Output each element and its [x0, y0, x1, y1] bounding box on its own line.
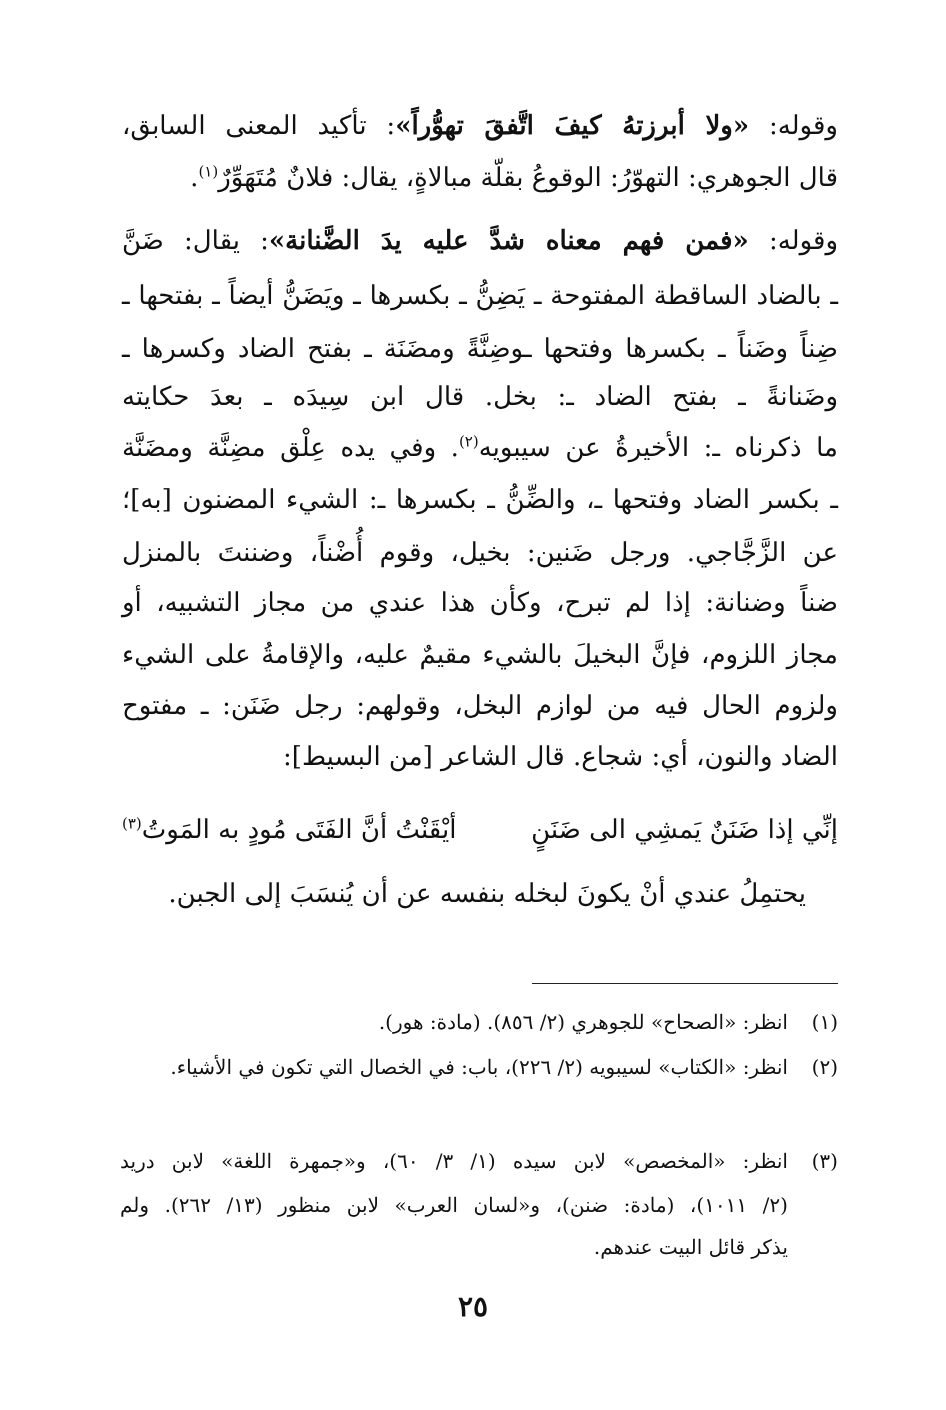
body-line-12: ولزوم الحال فيه من لوازم البخل، وقولهم: رجل ضَنَن: ـ مفتوح [122, 691, 838, 721]
footnote-3-line-3: يذكر قائل البيت عندهم. [593, 1235, 788, 1259]
bold-quote: «ولا أبرزتهُ كيفَ اتَّفقَ تهوُّراً» [395, 111, 750, 141]
body-text-span: . [190, 163, 199, 193]
footnote-divider [532, 983, 838, 984]
footnote-number: (٣) [811, 1149, 838, 1173]
verse-first-hemistich: إنِّي إذا ضَنَنٌ يَمشِي الى ضَنَنٍ [531, 815, 838, 845]
body-text-span: : يقال: ضَنَّ [122, 226, 269, 256]
page-number: ٢٥ [457, 1290, 489, 1323]
body-line-13: الضاد والنون، أي: شجاع. قال الشاعر [من البسيط]: [283, 742, 838, 772]
body-line-5: ضِناً وضَناً ـ بكسرها وفتحها ـوضِنَّةً ومضَنَة ـ بفتح الضاد وكسرها ـ [122, 334, 838, 364]
footnote-text: انظر: «الصحاح» للجوهري (٢/ ٨٥٦). (مادة: هور). [378, 1010, 788, 1034]
footnote-text: انظر: «المخصص» لابن سيده (١/ ٣/ ٦٠)، و«جمهرة اللغة» لابن دريد [120, 1149, 788, 1173]
footnote-text: انظر: «الكتاب» لسيبويه (٢/ ٢٢٦)، باب: في الخصال التي تكون في الأشياء. [170, 1055, 788, 1079]
verse-second-hemistich [122, 815, 456, 845]
body-line-2 [122, 162, 838, 193]
footnote-3-line-1 [120, 1151, 838, 1171]
verse-text: أيْقَنْتُ أنَّ الفَتَى مُودٍ به المَوتُ [141, 815, 457, 845]
body-line-3 [122, 228, 838, 254]
footnote-marker: (٢) [458, 432, 479, 451]
body-text-span: وقوله: [748, 226, 838, 256]
footnote-marker: (٣) [122, 814, 142, 833]
footnote-2 [120, 1057, 838, 1077]
body-text-span: ما ذكرناه ـ: الأخيرةُ عن سيبويه [478, 433, 838, 463]
body-line-after-verse: يحتمِلُ عندي أنْ يكونَ لبخله بنفسه عن أن يُنسَبَ إلى الجبن. [168, 879, 806, 909]
footnote-1 [120, 1012, 838, 1032]
footnote-number: (١) [811, 1010, 838, 1034]
body-line-9: عن الزَّجَّاجي. ورجل ضَنين: بخيل، وقوم أُضْناً، وضننتَ بالمنزل [122, 538, 838, 568]
body-line-11: مجاز اللزوم، فإنَّ البخيلَ بالشيء مقيمٌ عليه، والإقامةُ على الشيء [122, 640, 838, 670]
footnote-number: (٢) [811, 1055, 838, 1079]
poetry-verse [122, 815, 838, 855]
bold-quote: «فمن فهم معناه شدَّ عليه يدَ الضَّنانة» [268, 226, 749, 256]
body-line-10: ضناً وضنانة: إذا لم تبرح، وكأن هذا عندي من مجاز التشبيه، أو [122, 588, 838, 618]
body-text-span: وقوله: [749, 111, 838, 141]
body-line-1 [122, 113, 838, 139]
body-text-span: . وفي يده عِلْق مضِنَّة ومضَنَّة [122, 433, 459, 463]
body-line-8: ـ بكسر الضاد وفتحها ـ، والضِّنُّ ـ بكسرها ـ: الشيء المضنون [به]؛ [122, 485, 838, 515]
body-text-span: قال الجوهري: التهوّرُ: الوقوعُ بقلّة مبالاةٍ، يقال: فلانٌ مُتَهَوِّرٌ [218, 163, 838, 193]
footnote-marker: (١) [198, 162, 219, 181]
body-line-6: وضَنانةً ـ بفتح الضاد ـ: بخل. قال ابن سِيدَه ـ بعدَ حكايته [122, 382, 838, 412]
body-text-span: : تأكيد المعنى السابق، [122, 111, 396, 141]
footnote-3-line-2: (٢/ ١٠١١)، (مادة: ضنن)، و«لسان العرب» لابن منظور (١٣/ ٢٦٢). ولم [120, 1193, 788, 1217]
body-line-4: ـ بالضاد الساقطة المفتوحة ـ يَضِنُّ ـ بكسرها ـ ويَضَنُّ أيضاً ـ بفتحها ـ [122, 281, 838, 311]
body-line-7 [122, 432, 838, 463]
